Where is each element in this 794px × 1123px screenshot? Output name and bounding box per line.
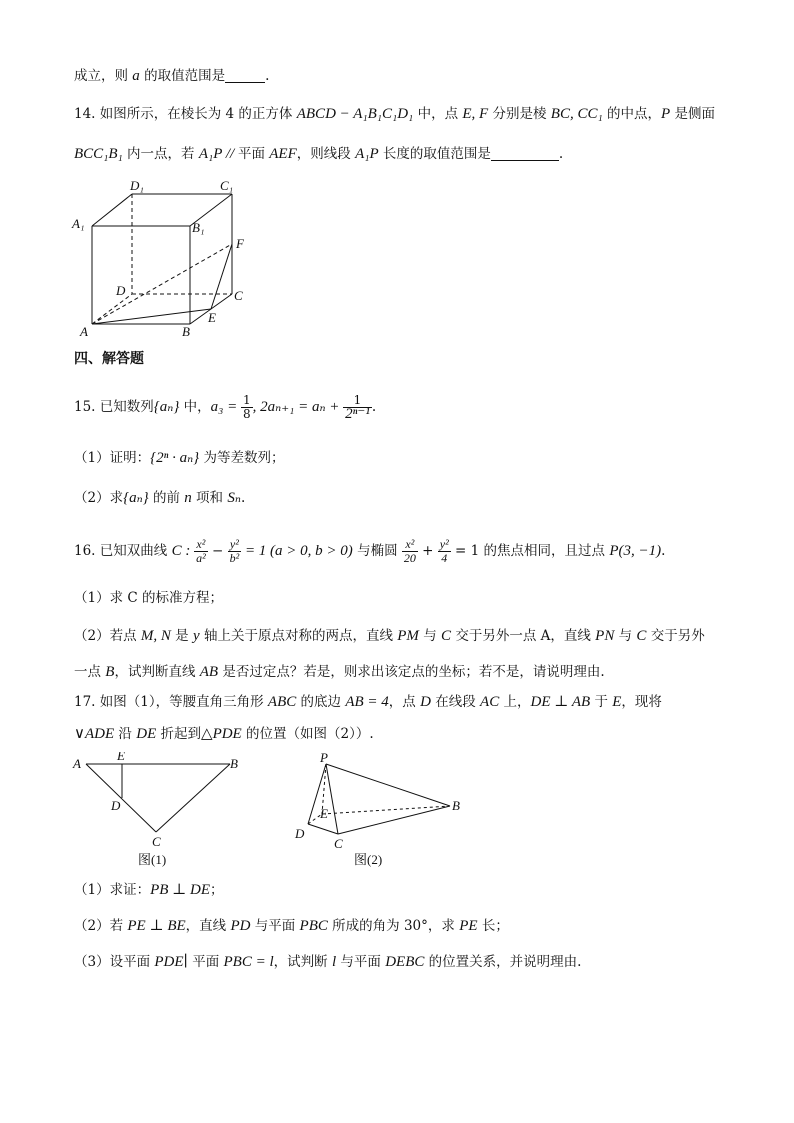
label-D: D [116,283,126,298]
q16-part-1: （1）求 C 的标准方程； [74,590,224,606]
q15-line-1: 15. 已知数列{aₙ} 中，a₃ = $\frac{1}{8}$ , 2aₙ₊₁ = aₙ + $\frac{1}{\text{2ⁿ⁻¹}}$ . [74,393,377,422]
label-A: A [80,324,88,338]
label-C: C [234,288,243,303]
label-E: E [208,310,216,325]
q16-line-1: 16. 已知双曲线 C : $\frac{\text{x²}}{\text{a²}}$ − $\frac{\text{y²}}{\text{b²}}$ = 1 (a > 0, b > 0) 与椭圆 $\frac{\text{x²}}{20}$ + $\frac{\text{y²}}{4}$ = 1 的焦点相同，且过点 P(3, −1). [74,537,666,565]
fig2-label-D: D [295,826,305,841]
fig2-caption: 图(2) [354,852,383,867]
q13-tail: 成立，则 a 的取值范围是 . [74,68,270,84]
q17-part-3: （3）设平面 PDE∣ 平面 PBC = l，试判断 l 与平面 DEBC 的位置关系，并说明理由. [74,954,582,970]
fig1-label-C: C [152,834,161,849]
q16-part-2: （2）若点 M, N 是 y 轴上关于原点对称的两点，直线 PM 与 C 交于另外一点 A，直线 PN 与 C 交于另外 [74,628,705,644]
figure-2 [290,752,470,867]
q15-part-1: （1）证明：{2ⁿ · aₙ} 为等差数列； [74,450,285,466]
figure-1 [70,752,260,867]
cube-figure [68,178,268,338]
fig2-label-P: P [320,752,328,765]
fig2-label-B: B [452,798,460,813]
q17-part-1: （1）求证：PB ⊥ DE； [74,882,224,898]
fig1-label-B: B [230,756,238,771]
label-B: B [182,324,190,338]
fig1-label-E: E [117,752,125,763]
fig1-label-D: D [111,798,121,813]
answer-blank[interactable] [225,68,265,83]
q14-line-1: 14. 如图所示，在棱长为 4 的正方体 ABCD − A₁B₁C₁D₁ 中，点 E, F 分别是棱 BC, CC₁ 的中点，P 是侧面 [74,106,715,122]
fig1-label-A: A [73,756,81,771]
q15-part-2: （2）求{aₙ} 的前 n 项和 Sₙ. [74,490,246,506]
label-F: F [236,236,244,251]
q17-line-2: ∨ADE 沿 DE 折起到△PDE 的位置（如图（2））. [74,726,374,742]
q17-part-2: （2）若 PE ⊥ BE，直线 PD 与平面 PBC 所成的角为 30°，求 PE 长； [74,918,509,934]
fig1-caption: 图(1) [138,852,167,867]
label-C1: C₁ [220,178,234,193]
label-D1: D₁ [130,178,144,193]
q16-part-2-cont: 一点 B，试判断直线 AB 是否过定点？若是，则求出该定点的坐标；若不是，请说明理由. [74,664,605,680]
section-heading: 四、解答题 [74,351,144,367]
label-B1: B₁ [192,220,205,235]
answer-blank[interactable] [491,146,559,161]
fig2-label-E: E [320,806,328,821]
label-A1: A₁ [72,216,85,231]
q17-line-1: 17. 如图（1），等腰直角三角形 ABC 的底边 AB = 4，点 D 在线段 AC 上，DE ⊥ AB 于 E，现将 [74,694,662,710]
q14-line-2: BCC₁B₁ 内一点，若 A₁P // 平面 AEF，则线段 A₁P 长度的取值范围是 . [74,146,564,162]
fig2-label-C: C [334,836,343,851]
